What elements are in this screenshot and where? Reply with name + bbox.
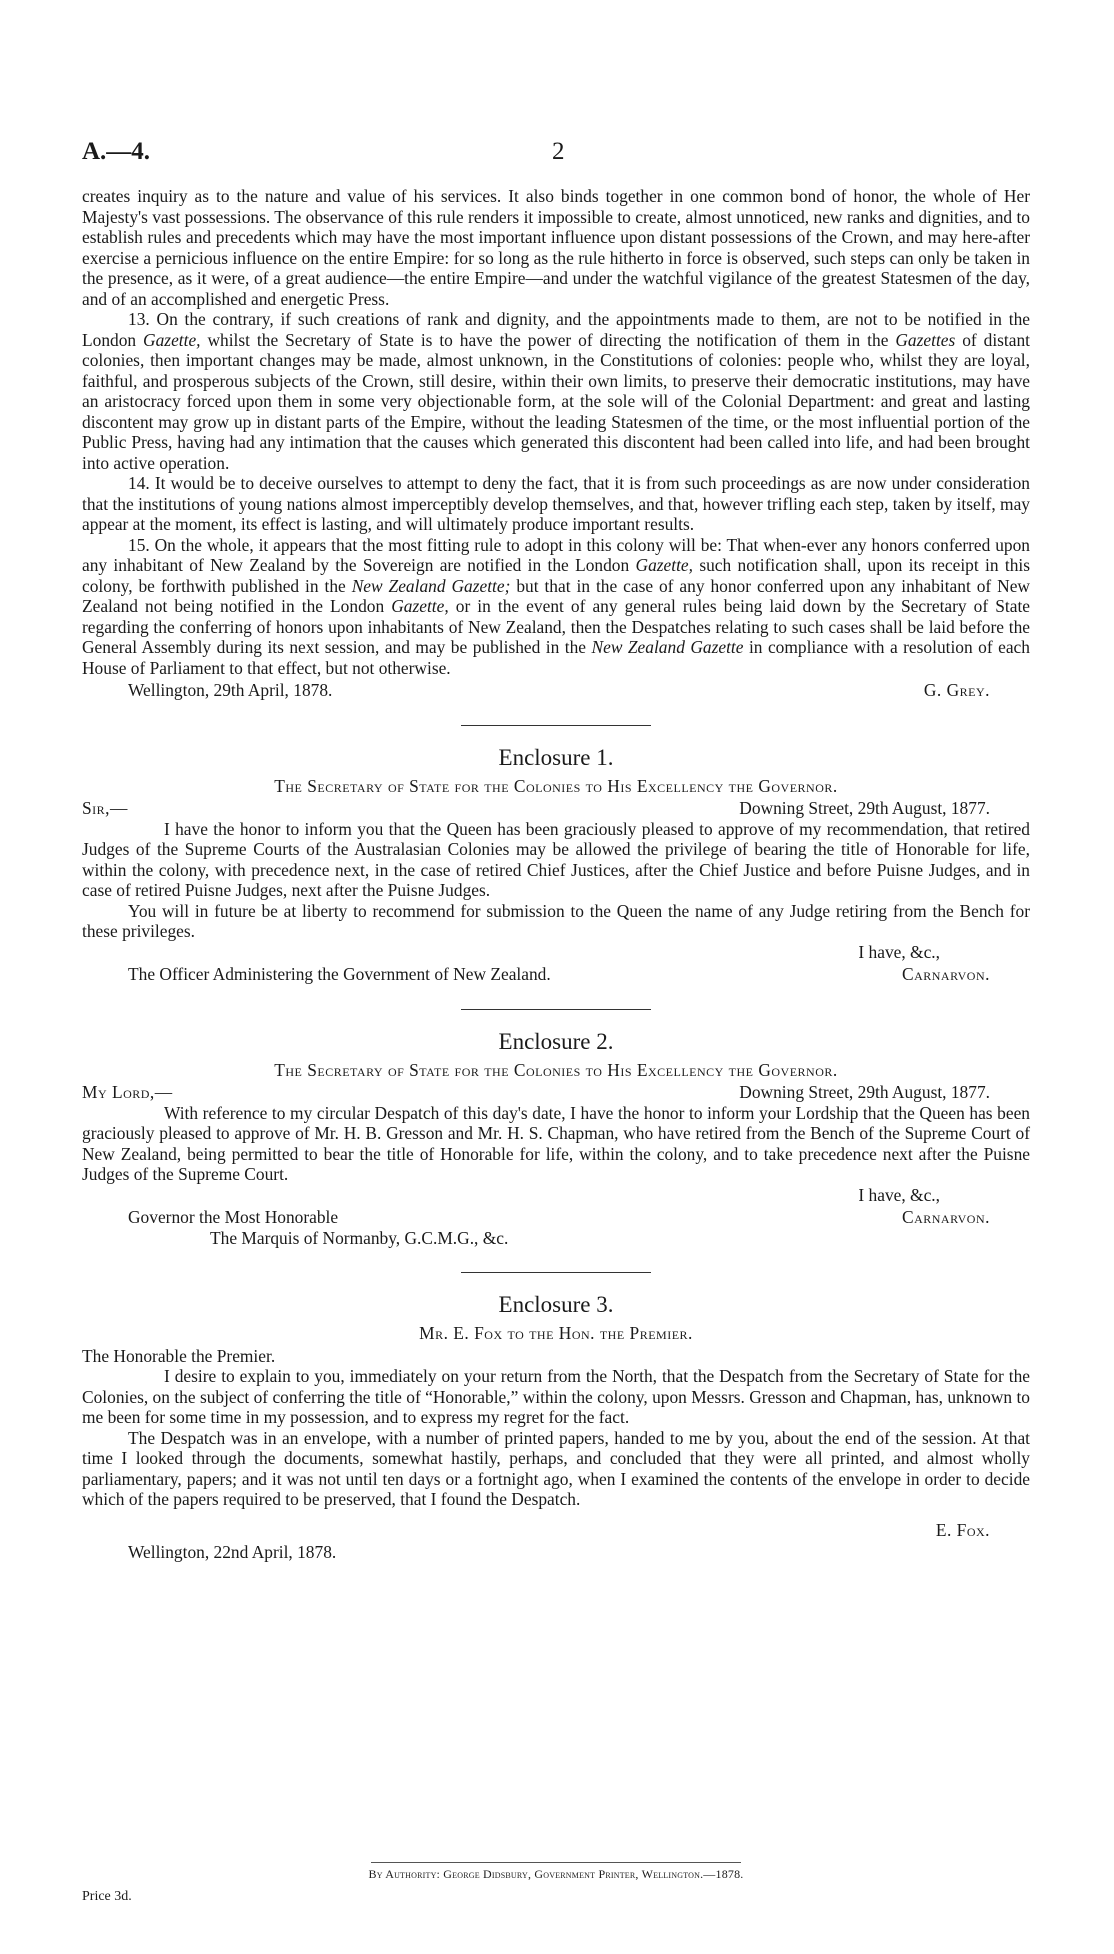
enclosure-2-title: Enclosure 2. (498, 1028, 614, 1054)
recipient: Governor the Most Honorable (128, 1207, 339, 1227)
gazette-italic: Gazette, (391, 596, 449, 616)
enclosure-1-title: Enclosure 1. (498, 744, 614, 770)
enclosure-1-paragraph-1: I have the honor to inform you that the Queen has been graciously pleased to approve of my recommendation, that retired Judges of the Supreme Courts of the Australasian Colonies may be allowed the privilege of bearing the title of Honorable for life, within the colony, with precedence next, in the case of retired Chief Justices, after the Chief Justice and before Puisne Judges, and in case of retired Puisne Judges, next after the Puisne Judges. (82, 818, 1030, 900)
text-span: in compliance with a resolution of each House of Parliament to that effect, but not otherwise. (82, 637, 1030, 678)
paper-reference: A.—4. (82, 138, 151, 165)
salutation-row (82, 1082, 1030, 1103)
salutation: Sir,— (82, 798, 128, 818)
text-span: 13. On the contrary, if such creations of rank and dignity, and the appointments made to them, are not to be notified in the London (82, 309, 1030, 350)
enclosure-1-subtitle: The Secretary of State for the Colonies to His Excellency the Governor. (274, 775, 838, 796)
page-footer (82, 1862, 1030, 1882)
signature: Carnarvon. (902, 1207, 990, 1227)
page-number: 2 (552, 138, 565, 165)
enclosure-2-paragraph-1: With reference to my circular Despatch of this day's date, I have the honor to inform your Lordship that the Queen has been graciously pleased to approve of Mr. H. B. Gresson and Mr. H. S. Chapman, who have retired from the Bench of the Supreme Court of New Zealand, being permitted to bear the title of Honorable for life, within the colony, and to take precedence next after the Puisne Judges of the Supreme Court. (82, 1102, 1030, 1184)
printer-imprint: By Authority: George Didsbury, Government Printer, Wellington.—1878. (368, 1867, 744, 1881)
divider (461, 725, 651, 726)
price: Price 3d. (82, 1889, 132, 1904)
paragraph-15 (82, 535, 1030, 679)
address: Downing Street, 29th August, 1877. (739, 1082, 990, 1102)
document-page (82, 0, 1030, 1954)
divider (461, 1009, 651, 1010)
text-span: or in the event of any general rules being laid down by the Secretary of State regarding the conferring of honors upon inhabitants of New Zealand, then the Despatches relating to such cases shall be laid before the General Assembly during its next session, and may be published in the (82, 596, 1030, 657)
enclosure-1-paragraph-2: You will in future be at liberty to recommend for submission to the Queen the name of any Judge retiring from the Bench for these privileges. (82, 900, 1030, 941)
recipient-signature-row (82, 964, 1030, 985)
recipient: The Officer Administering the Government of New Zealand. (128, 964, 551, 984)
salutation-row (82, 798, 1030, 819)
salutation: My Lord,— (82, 1082, 173, 1102)
enclosure-3-paragraph-2: The Despatch was in an envelope, with a number of printed papers, handed to me by you, about the end of the session. At that time I looked through the documents, somewhat hastily, perhaps, and concluded that they were all printed, and almost wholly parliamentary, papers; and it was not until ten days or a fortnight ago, when I examined the contents of the envelope in order to decide which of the papers required to be preserved, that I found the Despatch. (82, 1427, 1030, 1509)
closing: I have, &c., (858, 941, 940, 962)
enclosure-3-paragraph-1: I desire to explain to you, immediately on your return from the North, that the Despatch from the Secretary of State for the Colonies, on the subject of conferring the title of “Honorable,” within the colony, upon Messrs. Gresson and Chapman, has, unknown to me been for some time in my possession, and to express my regret for the fact. (82, 1366, 1030, 1427)
divider (461, 1272, 651, 1273)
nz-gazette-italic: New Zealand Gazette; (351, 575, 511, 596)
recipient-line-2: The Marquis of Normanby, G.C.M.G., &c. (210, 1227, 509, 1248)
text-span: such notification shall, upon its receipt in this colony, be forthwith published in the (82, 555, 1030, 596)
address: Downing Street, 29th August, 1877. (739, 798, 990, 818)
enclosure-2-subtitle: The Secretary of State for the Colonies to His Excellency the Governor. (274, 1059, 838, 1080)
paragraph-13 (82, 309, 1030, 473)
gazette-italic: Gazette, (143, 329, 201, 350)
signature: Carnarvon. (902, 964, 990, 984)
signature: E. Fox. (935, 1519, 990, 1540)
paragraph-12-continued: creates inquiry as to the nature and value of his services. It also binds together in one common bond of honor, the whole of Her Majesty's vast possessions. The observance of this rule renders it impossible to create, almost unnoticed, new ranks and dignities, and to establish rules and precedents which may have the most important influence upon distant possessions of the Crown, and may here-after exercise a pernicious influence on the entire Empire: for so long as the rule hitherto in force is observed, such steps can only be taken in the presence, as it were, of a great audience—the entire Empire—and under the watchful vigilance of the greatest Statesmen of the day, and of an accomplished and energetic Press. (82, 186, 1030, 309)
text-span: whilst the Secretary of State is to have the power of directing the notification of them in the (200, 329, 896, 350)
text-span: of distant colonies, then important changes may be made, almost unknown, in the Constitutions of colonies: people who, whilst they are loyal, faithful, and prosperous subjects of the Crown, still desire, within their own limits, to preserve their democratic institutions, may have an aristocracy forced upon them in some very objectionable form, at the sole will of the Colonial Department: and great and lasting discontent may grow up in distant parts of the Empire, without the leading Statesmen of the time, or the most influential portion of the Public Press, having had any intimation that the causes which generated this discontent had been called into life, and had been brought into active operation. (82, 329, 1031, 473)
gazette-italic: Gazette, (635, 555, 693, 575)
paragraph-14: 14. It would be to deceive ourselves to attempt to deny the fact, that it is from such proceedings as are now under consideration that the institutions of young nations almost imperceptibly develop themselves, and that, however trifling each step, taken by itself, may appear at the moment, its effect is lasting, and will ultimately produce important results. (82, 473, 1030, 534)
page-header (82, 138, 1030, 168)
body-text (82, 186, 1030, 1563)
enclosure-3-subtitle: Mr. E. Fox to the Hon. the Premier. (419, 1323, 693, 1343)
text-span: 15. On the whole, it appears that the most fitting rule to adopt in this colony will be: That when-ever any honors conferred upon any inhabitant of New Zealand by the Sovereign are notified in the London (82, 534, 1030, 575)
addressee: The Honorable the Premier. (82, 1345, 276, 1366)
signature: G. Grey. (923, 680, 990, 700)
closing: I have, &c., (858, 1184, 940, 1205)
enclosure-3-title: Enclosure 3. (498, 1292, 614, 1317)
place-date: Wellington, 29th April, 1878. (128, 680, 333, 700)
signature-block-1 (82, 680, 1030, 701)
recipient-signature-row (82, 1207, 1030, 1228)
place-date: Wellington, 22nd April, 1878. (128, 1542, 337, 1562)
gazette-italic: Gazettes (895, 329, 956, 350)
nz-gazette-italic: New Zealand Gazette (591, 637, 744, 657)
text-span: but that in the case of any honor conferred upon any inhabitant of New Zealand not being notified in the London (82, 575, 1030, 616)
footer-rule (371, 1862, 741, 1863)
